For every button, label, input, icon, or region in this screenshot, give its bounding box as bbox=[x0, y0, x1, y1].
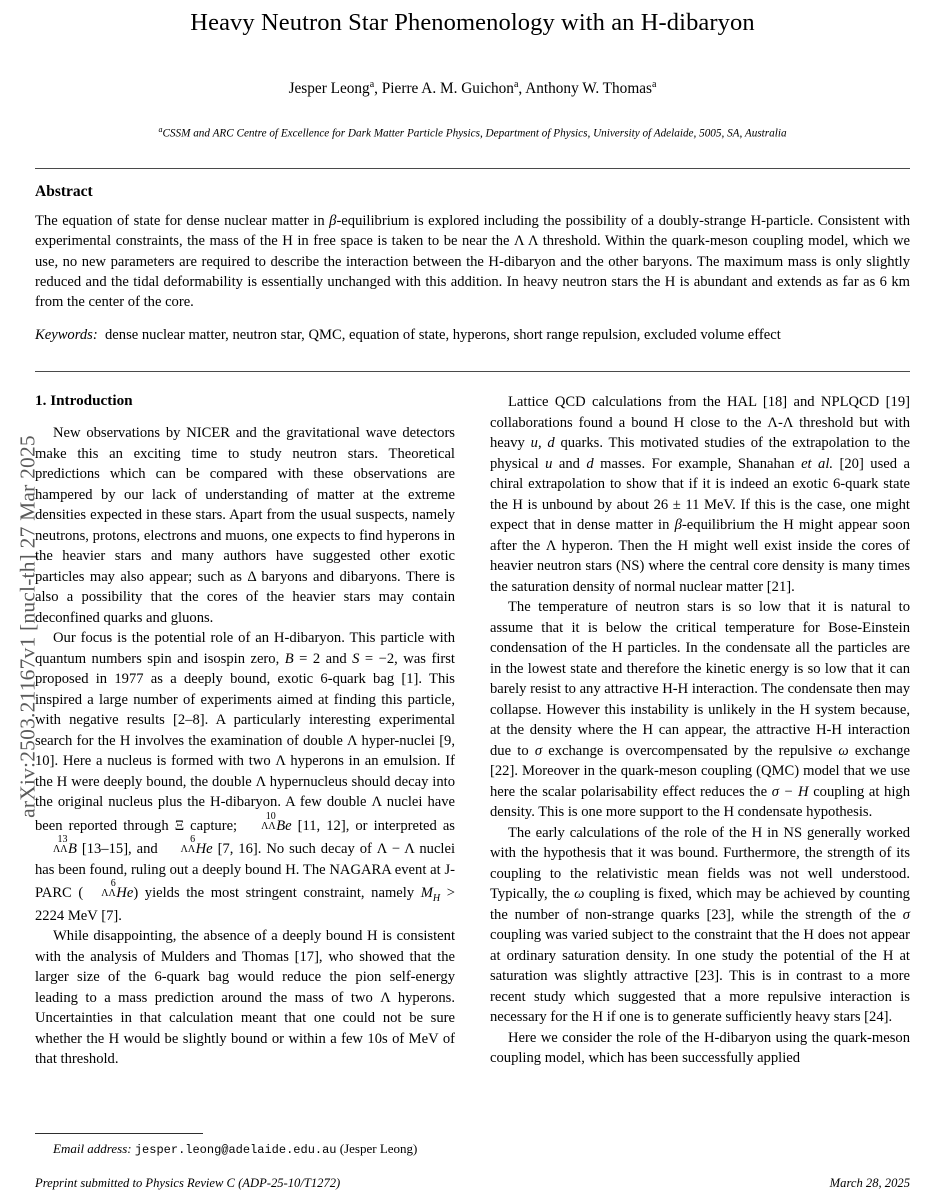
rpara3-part-a: The early calculations of the role of the H in NS generally worked with the hypothesis that it was bound. Furthermore, the strength of its coupling to the relativistic mean fields was not well understood. Typically, the bbox=[490, 824, 910, 902]
footnote-rule bbox=[35, 1133, 203, 1134]
author-sep-1: , Pierre A. M. Guichon bbox=[374, 80, 514, 98]
nuclide-b-symbol: B bbox=[68, 841, 77, 857]
symbol-sigma-1: σ bbox=[534, 742, 543, 759]
nuclide-he-b-symbol: He bbox=[116, 885, 134, 901]
paragraph-left-1: New observations by NICER and the gravitational wave detectors make this an exciting time to study neutron stars. Theoretical predictions which can be compared with these observations are hampered by our lack of understanding of matter at the extreme densities expected in these stars. Apart from the usual suspects, namely neutrons, protons, electrons and muons, one expects to find hyperons in the heavier stars and many authors have suggested other exotic particles may also appear; such as Δ baryons and dibaryons. There is also a possibility that the cores of the heavier stars may contain deconfined quarks and gluons. bbox=[35, 425, 455, 626]
page-title: Heavy Neutron Star Phenomenology with an H-dibaryon bbox=[190, 9, 755, 36]
affiliation bbox=[35, 125, 910, 140]
symbol-sigma-2: σ bbox=[902, 906, 910, 923]
footer-preprint-note: Preprint submitted to Physics Review C (ADP-25-10/T1272) bbox=[35, 1176, 341, 1190]
symbol-sigma-h: σ − H bbox=[771, 783, 809, 800]
symbol-M: M bbox=[420, 885, 433, 901]
nuclide-be-symbol: Be bbox=[276, 817, 292, 834]
nuclide-he-b-lambda: ΛΛ bbox=[101, 888, 116, 899]
nuclide-he-mass: 6 bbox=[190, 834, 196, 845]
symbol-M-subscript: H bbox=[432, 892, 441, 904]
para2-part-h: > 2224 MeV [7]. bbox=[35, 885, 455, 924]
author-list bbox=[35, 79, 910, 98]
abstract-body bbox=[35, 211, 910, 312]
author-1: Jesper Leong bbox=[288, 80, 370, 98]
abstract-heading: Abstract bbox=[35, 183, 93, 200]
nuclide-he-lambda: ΛΛ bbox=[180, 844, 196, 855]
para2-part-f: [7, 16]. No such decay of Λ − Λ nuclei has been found, ruling out a deeply bound H. The NAGARA event at J-PARC ( bbox=[35, 841, 456, 901]
rpara2-part-d: coupling at high density. This is one more support to the H condensate hypothesis. bbox=[490, 783, 910, 820]
paragraph-left-2 bbox=[35, 628, 455, 926]
symbol-B: B bbox=[284, 650, 294, 667]
abstract-beta-symbol: β bbox=[329, 213, 337, 229]
symbol-omega-1: ω bbox=[838, 742, 849, 759]
symbol-u-2: u bbox=[545, 455, 553, 472]
para2-part-a: Our focus is the potential role of an H-dibaryon. This particle with quantum numbers spin and isospin zero, bbox=[35, 630, 455, 667]
footnote-label: Email address: bbox=[53, 1141, 132, 1156]
nuclide-be-10-prefix bbox=[243, 812, 276, 832]
rpara1-part-a: Lattice QCD calculations from the HAL [18] and NPLQCD [19] collaborations found a bound H close to the Λ-Λ threshold but with heavy bbox=[490, 394, 910, 451]
paper-content bbox=[35, 0, 910, 140]
symbol-d-2: d bbox=[586, 455, 594, 472]
arxiv-stamp: arXiv:2503.21167v1 [nucl-th] 27 Mar 2025 bbox=[15, 435, 40, 818]
symbol-beta-right: β bbox=[674, 517, 682, 533]
body-columns bbox=[35, 392, 910, 1152]
nuclide-be-lambda: ΛΛ bbox=[261, 820, 276, 832]
symbol-u-1: u bbox=[530, 435, 538, 451]
abstract-part-2: -equilibrium is explored including the possibility of a doubly-strange H-particle. Consistent with experimental constraints, the mass of the H in free space is taken to be near the Λ Λ threshold. Within the quark-meson coupling model, which we use, no new parameters are required to describe the interaction between the H-dibaryon and the other baryons. The maximum mass is only slightly reduced and the tidal deformability is essentially unchanged with this addition. In heavy neutron stars the H is abundant and extends as far as 6 km from the center of the core. bbox=[35, 213, 910, 311]
para2-part-g: ) yields the most stringent constraint, namely bbox=[133, 885, 421, 901]
et-al-italic: et al. bbox=[801, 455, 834, 472]
keywords-label: Keywords: bbox=[35, 327, 98, 344]
rpara1-part-d: and bbox=[552, 455, 587, 472]
nuclide-he-6b-prefix bbox=[83, 879, 116, 899]
email-link[interactable]: jesper.leong@adelaide.edu.au bbox=[134, 1143, 337, 1157]
nuclide-b-lambda: ΛΛ bbox=[53, 844, 68, 855]
affiliation-text: CSSM and ARC Centre of Excellence for Dark Matter Particle Physics, Department of Physics, University of Adelaide, 5005, SA, Australia bbox=[162, 127, 787, 140]
affiliation-mark: a bbox=[158, 125, 163, 135]
footnote-person: (Jesper Leong) bbox=[339, 1141, 418, 1156]
paragraph-right-1 bbox=[490, 392, 910, 597]
rpara1-part-g: -equilibrium the H might appear soon after the Λ hyperon. Then the H might well exist inside the cores of heavier neutron stars (NS) where the central core density is many times the saturation density of normal nuclear matter [21]. bbox=[490, 517, 911, 595]
para2-part-b: = 2 and bbox=[293, 650, 353, 667]
abstract-section bbox=[35, 183, 910, 360]
symbol-d-1: d bbox=[547, 435, 555, 451]
para2-part-e: [13–15], and bbox=[76, 841, 163, 857]
keywords-value: dense nuclear matter, neutron star, QMC, equation of state, hyperons, short range repulsion, excluded volume effect bbox=[105, 327, 781, 344]
nuclide-he-6-prefix bbox=[163, 835, 196, 855]
nuclide-be-mass: 10 bbox=[265, 810, 276, 822]
abstract-part-1: The equation of state for dense nuclear matter in bbox=[35, 213, 330, 229]
rpara1-part-e: masses. For example, Shanahan bbox=[593, 455, 802, 472]
author-3-mark: a bbox=[651, 79, 657, 90]
column-left bbox=[35, 392, 455, 1070]
page-footer bbox=[35, 1176, 910, 1191]
rpara1-part-f: [20] used a chiral extrapolation to show that if it is indeed an exotic 6-quark state the H is unbound by about 26 ± 11 MeV. If this is the case, one might expect that in dense matter in bbox=[490, 455, 910, 533]
paragraph-right-4: Here we consider the role of the H-dibaryon using the quark-meson coupling model, which has been successfully applied bbox=[490, 1029, 910, 1066]
abstract-bottom-rule bbox=[35, 371, 910, 372]
rpara2-part-c: exchange [22]. Moreover in the quark-meson coupling (QMC) model that we use here the scalar polarisability effect reduces the bbox=[490, 742, 910, 800]
rpara3-part-c: coupling was varied subject to the constraint that the H does not appear at ordinary saturation density. In one study the potential of the H at saturation was slightly attractive [23]. This is in contrast to a more recent study which suggested that a more repulsive interaction is necessary for the H if one is to generate sufficiently heavy stars [24]. bbox=[490, 927, 910, 1025]
author-1-mark: a bbox=[369, 79, 375, 90]
column-right bbox=[490, 392, 910, 1069]
rpara2-part-a: The temperature of neutron stars is so low that it is natural to assume that it is below the critical temperature for Bose-Einstein condensation of the H particles. In the condensate all the particles are in the lowest state and therefore the kinetic energy is so low that it can barely resist to any attractive H-H interaction. The condensate then may collapse. However this instability is unlikely in the H system because, at the density where the H can appear, the attractive H-H interaction due to bbox=[490, 599, 910, 759]
para2-part-d: [11, 12], or interpreted as bbox=[291, 817, 455, 834]
footnote-email-line bbox=[35, 1141, 455, 1159]
author-2-mark: a bbox=[513, 79, 519, 90]
symbol-omega-2: ω bbox=[574, 886, 585, 902]
footnote-block bbox=[35, 1133, 455, 1159]
footer-date: March 28, 2025 bbox=[829, 1176, 910, 1190]
rpara1-part-c: quarks. This motivated studies of the extrapolation to the physical bbox=[490, 435, 911, 472]
rpara2-part-b: exchange is overcompensated by the repulsive bbox=[542, 742, 839, 759]
section-heading-introduction: 1. Introduction bbox=[35, 392, 133, 409]
paragraph-right-2 bbox=[490, 597, 910, 823]
rpara1-part-b: , bbox=[537, 435, 548, 451]
symbol-S: S bbox=[352, 650, 360, 667]
nuclide-b-13-prefix bbox=[35, 835, 68, 855]
nuclide-b-mass: 13 bbox=[57, 834, 68, 845]
abstract-top-rule bbox=[35, 168, 910, 169]
paragraph-right-3 bbox=[490, 823, 910, 1028]
para2-part-c: = −2, was first proposed in 1977 as a deeply bound, exotic 6-quark bag [1]. This inspired a large number of experiments aimed at finding this particle, with negative results [2–8]. A particularly interesting experimental search for the H involves the examination of double Λ hyper-nuclei [9, 10]. Here a nucleus is formed with two Λ hyperons in an emulsion. If the H were deeply bound, the double Λ hypernucleus should decay into the original nucleus plus the H-dibaryon. A few double Λ nuclei have been reported through Ξ capture; bbox=[35, 650, 455, 834]
nuclide-he-symbol: He bbox=[195, 841, 213, 857]
paragraph-left-3: While disappointing, the absence of a deeply bound H is consistent with the analysis of Mulders and Thomas [17], who showed that the larger size of the 6-quark bag would reduce the pion self-energy leading to a mass prediction around the mass of two Λ hyperons. Uncertainties in that calculation meant that one could not be sure whether the H would be slightly bound or within a few 10s of MeV of that threshold. bbox=[35, 928, 455, 1068]
nuclide-he-b-mass: 6 bbox=[110, 878, 116, 889]
rpara3-part-b: coupling is fixed, which may be achieved by counting the number of non-strange quarks [23], while the strength of the bbox=[490, 886, 910, 923]
keywords-line bbox=[35, 325, 910, 345]
author-sep-2: , Anthony W. Thomas bbox=[518, 80, 652, 98]
